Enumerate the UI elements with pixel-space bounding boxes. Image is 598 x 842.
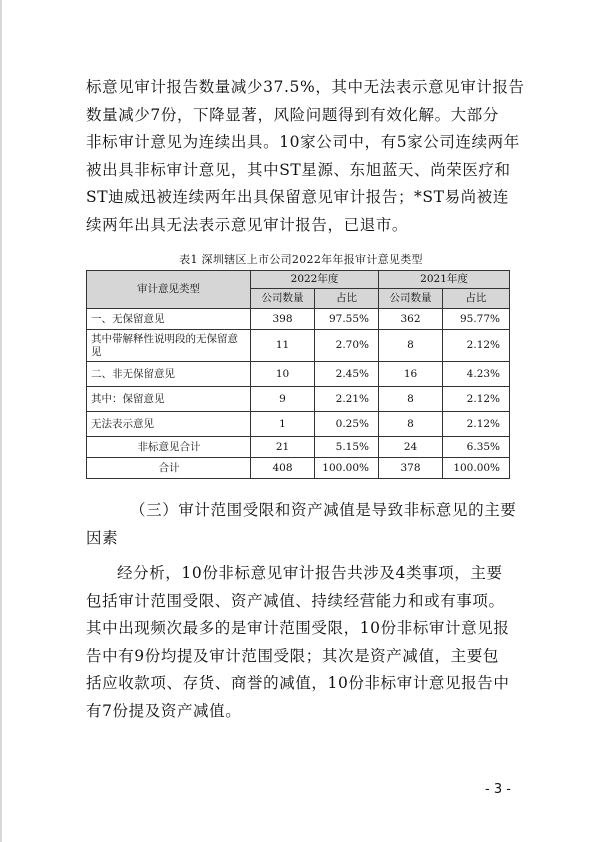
text-line: 括应收款项、存货、商誉的减值，10份非标审计意见报告中 bbox=[86, 674, 510, 692]
table-row bbox=[87, 458, 510, 479]
table-caption: 表1 深圳辖区上市公司2022年年报审计意见类型 bbox=[179, 253, 423, 266]
header-year-2022: 2022年度 bbox=[251, 271, 379, 289]
table-row bbox=[87, 437, 510, 458]
row-label: 无法表示意见 bbox=[87, 412, 251, 437]
section-heading bbox=[86, 496, 516, 552]
ratio-2021: 2.12% bbox=[443, 387, 510, 412]
header-opinion-type: 审计意见类型 bbox=[87, 271, 251, 309]
text-line: 有7份提及资产减值。 bbox=[86, 701, 242, 720]
table-row bbox=[87, 309, 510, 330]
text-line: 续两年出具无法表示意见审计报告，已退市。 bbox=[86, 215, 409, 234]
paragraph-audit-summary bbox=[86, 74, 525, 239]
count-2022: 21 bbox=[251, 437, 315, 458]
text-line: 非标审计意见为连续出具。10家公司中，有5家公司连续两年 bbox=[86, 133, 520, 151]
heading-line: 因素 bbox=[86, 529, 119, 547]
text-line: ST迪威迅被连续两年出具保留意见审计报告；*ST易尚被连 bbox=[86, 188, 509, 206]
count-2021: 362 bbox=[379, 309, 443, 330]
audit-opinion-table bbox=[86, 270, 510, 479]
text-line: 标意见审计报告数量减少37.5%，其中无法表示意见审计报告 bbox=[86, 78, 525, 96]
ratio-2021: 2.12% bbox=[443, 330, 510, 362]
header-count-2022: 公司数量 bbox=[251, 289, 315, 309]
header-ratio-2021: 占比 bbox=[443, 289, 510, 309]
row-label: 合计 bbox=[87, 458, 251, 479]
ratio-2022: 2.21% bbox=[315, 387, 379, 412]
count-2021: 8 bbox=[379, 330, 443, 362]
header-year-2021: 2021年度 bbox=[379, 271, 510, 289]
header-ratio-2022: 占比 bbox=[315, 289, 379, 309]
page-edge bbox=[0, 0, 2, 842]
count-2022: 1 bbox=[251, 412, 315, 437]
ratio-2022: 0.25% bbox=[315, 412, 379, 437]
row-label: 一、无保留意见 bbox=[87, 309, 251, 330]
count-2022: 398 bbox=[251, 309, 315, 330]
text-line: 数量减少7份，下降显著，风险问题得到有效化解。大部分 bbox=[86, 105, 499, 124]
count-2022: 9 bbox=[251, 387, 315, 412]
page-number: - 3 - bbox=[485, 782, 511, 797]
table-row bbox=[87, 362, 510, 387]
count-2022: 408 bbox=[251, 458, 315, 479]
ratio-2021: 2.12% bbox=[443, 412, 510, 437]
count-2022: 10 bbox=[251, 362, 315, 387]
ratio-2022: 100.00% bbox=[315, 458, 379, 479]
heading-line: （三）审计范围受限和资产减值是导致非标意见的主要 bbox=[130, 501, 517, 519]
row-label: 非标意见合计 bbox=[87, 437, 251, 458]
table-row bbox=[87, 412, 510, 437]
ratio-2022: 2.70% bbox=[315, 330, 379, 362]
ratio-2021: 95.77% bbox=[443, 309, 510, 330]
text-line: 其中出现频次最多的是审计范围受限，10份非标审计意见报 bbox=[86, 619, 510, 637]
count-2021: 8 bbox=[379, 387, 443, 412]
count-2021: 24 bbox=[379, 437, 443, 458]
table-row bbox=[87, 330, 510, 362]
count-2021: 16 bbox=[379, 362, 443, 387]
count-2021: 378 bbox=[379, 458, 443, 479]
count-2021: 8 bbox=[379, 412, 443, 437]
row-label: 二、非无保留意见 bbox=[87, 362, 251, 387]
count-2022: 11 bbox=[251, 330, 315, 362]
ratio-2022: 97.55% bbox=[315, 309, 379, 330]
text-line: 被出具非标审计意见，其中ST星源、东旭蓝天、尚荣医疗和 bbox=[86, 160, 511, 179]
ratio-2021: 100.00% bbox=[443, 458, 510, 479]
ratio-2022: 5.15% bbox=[315, 437, 379, 458]
paragraph-analysis bbox=[86, 560, 516, 725]
ratio-2021: 6.35% bbox=[443, 437, 510, 458]
header-count-2021: 公司数量 bbox=[379, 289, 443, 309]
text-line: 包括审计范围受限、资产减值、持续经营能力和或有事项。 bbox=[86, 591, 505, 610]
text-line: 告中有9份均提及审计范围受限；其次是资产减值，主要包 bbox=[86, 646, 499, 665]
table-row bbox=[87, 387, 510, 412]
row-label: 其中带解释性说明段的无保留意见 bbox=[87, 330, 251, 362]
text-line: 经分析，10份非标意见审计报告共涉及4类事项，主要 bbox=[117, 564, 503, 582]
ratio-2021: 4.23% bbox=[443, 362, 510, 387]
ratio-2022: 2.45% bbox=[315, 362, 379, 387]
row-label: 其中：保留意见 bbox=[87, 387, 251, 412]
